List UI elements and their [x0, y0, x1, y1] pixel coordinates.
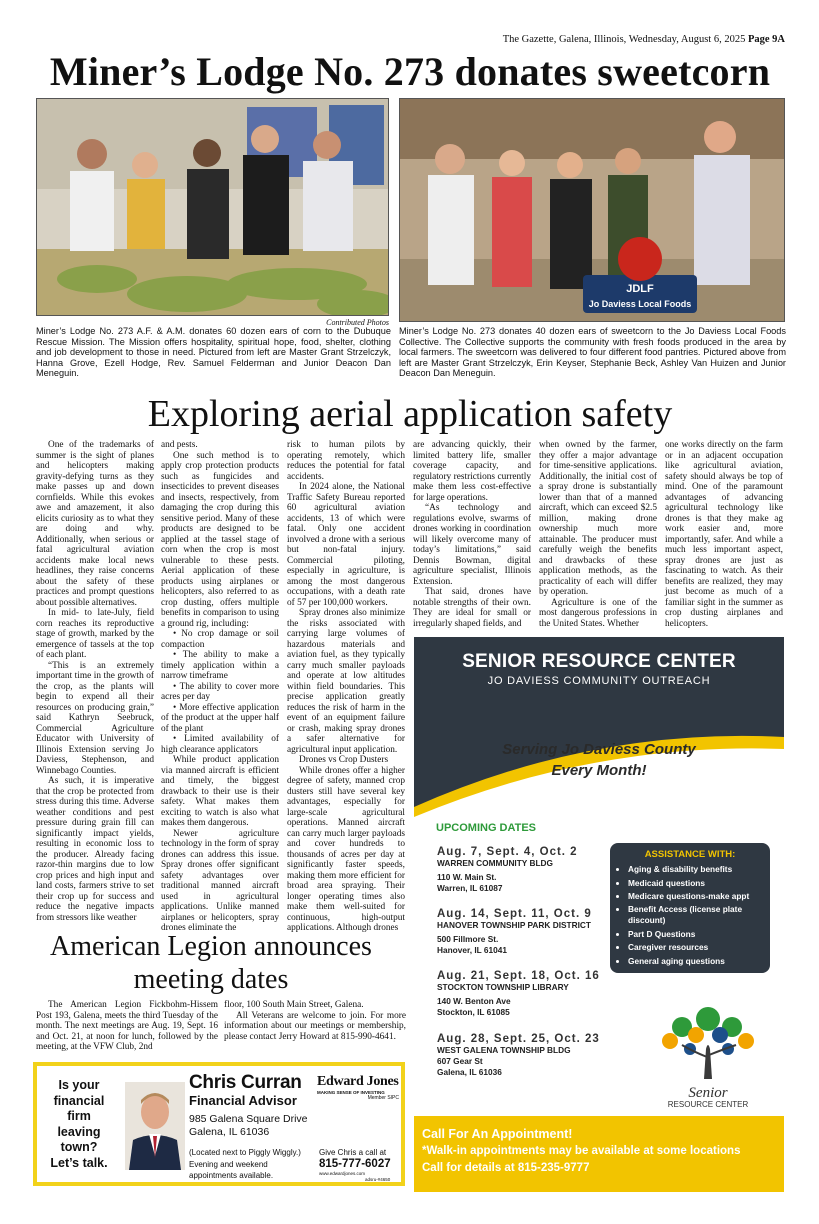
cta-line-1: Call For An Appointment! — [422, 1127, 573, 1141]
bullet: • The ability to cover more acres per day — [161, 681, 279, 702]
tagline-line: Let’s talk. — [50, 1155, 108, 1170]
date-range: Aug. 14, Sept. 11, Oct. 9 — [437, 908, 592, 920]
advisor-address-1: 985 Galena Square Drive — [189, 1113, 308, 1125]
bullet: • More effective application of the product at the upper half of the plant — [161, 702, 279, 734]
sr-upcoming-label: UPCOMING DATES — [436, 822, 537, 834]
aerial-column-4 — [413, 440, 531, 629]
legion-column-2 — [224, 1000, 406, 1042]
headline-legion: American Legion announces meeting dates — [50, 931, 372, 995]
assist-item: • Aging & disability benefits — [628, 863, 764, 877]
sr-date-block-3 — [437, 970, 600, 1018]
assist-item: • Medicaid questions — [628, 877, 764, 891]
paragraph: Newer agriculture technology in the form of spray drones can address this issue. Spray drones offer significant safety advantages over traditional manned aircraft used in agricultural applications. Unlike manned airplanes or helicopters, spray drones eliminate the — [161, 828, 279, 933]
call-label: Give Chris a call at — [319, 1148, 387, 1157]
date-address: 500 Fillmore St. — [437, 934, 499, 944]
aerial-column-6 — [665, 440, 783, 629]
advisor-portrait — [125, 1082, 185, 1170]
date-place: HANOVER TOWNSHIP PARK DISTRICT — [437, 920, 591, 930]
date-city: Galena, IL 61036 — [437, 1067, 502, 1077]
paragraph: when owned by the farmer, they offer a major advantage for time-sensitive applications. Additionally, the initial cost of a spray drone is substantially lower than that of a manned aircraft, which can exceed $2.5 million, making drone ownership much more attainable. The producer must carefully weigh the benefits and drawbacks of these application methods, as the practicality of each will differ by operation. — [539, 440, 657, 597]
aerial-column-5 — [539, 440, 657, 629]
brand-member: Member SIPC — [367, 1095, 399, 1101]
advisor-title: Financial Advisor — [189, 1093, 297, 1108]
sr-date-block-4 — [437, 1033, 600, 1078]
assist-list — [616, 863, 764, 968]
cta-line-3[interactable]: Call for details at 815-235-9777 — [422, 1162, 590, 1174]
page-folio — [440, 34, 785, 45]
advisor-address-2: Galena, IL 61036 — [189, 1126, 270, 1138]
tagline-line: town? — [60, 1140, 98, 1154]
note-line: appointments available. — [189, 1171, 274, 1180]
date-city: Warren, IL 61087 — [437, 883, 503, 893]
assist-item: • Caregiver resources — [628, 941, 764, 955]
headline-sweetcorn: Miner’s Lodge No. 273 donates sweetcorn — [49, 49, 771, 94]
photo-right-illustration — [400, 99, 785, 322]
paragraph: Spray drones also minimize the risks associated with carrying large volumes of hazardous materials and aviation fuel, as they typically carry much smaller payloads and operate at low altitudes within field boundaries. This precise application greatly reduces the risk of harm in the event of an equipment failure or crash, making spray drones a safer alternative for agricultural input application. — [287, 608, 405, 755]
assist-item: • General aging questions — [628, 955, 764, 969]
advisor-name: Chris Curran — [189, 1072, 302, 1093]
advisor-phone[interactable]: 815-777-6027 — [319, 1158, 391, 1170]
paragraph: While product application via manned aircraft is efficient and timely, the biggest drawback to their use is their safety. What makes them exciting to watch is also what makes them dangerous. — [161, 755, 279, 828]
photo-credit: Contributed Photos — [326, 318, 389, 327]
caption-left: Miner’s Lodge No. 273 A.F. & A.M. donates 60 dozen ears of corn to the Dubuque Rescue Mission. The Mission offers hospitality, spiritual hope, food, shelter, clothing and job development to those in need. Pictured from left are Master Grant Strzelczyk, Hanna Grove, Ezell Hodge, Rev. Samuel Felderman and Junior Deacon Dan Meneguin. — [36, 326, 391, 379]
legion-column-1 — [36, 1000, 218, 1053]
brand-logo — [317, 1074, 399, 1101]
date-range: Aug. 7, Sept. 4, Oct. 2 — [437, 846, 578, 858]
paragraph: One of the trademarks of summer is the sight of planes and helicopters making gravity-defying turns as they make passes up and down cornfields. While this evokes awe and amazement, it also elicits curiosity as to what they are doing and why. Additionally, when serious or fatal agricultural aviation accidents make local news headlines, they raise concerns about the safety of these practices and prompt questions about possible alternatives. — [36, 440, 154, 608]
logo-senior: Senior — [688, 1085, 728, 1101]
paragraph: All Veterans are welcome to join. For more information about our meetings or membership, please contact Jerry Howard at 815-990-4641. — [224, 1010, 406, 1042]
date-range: Aug. 28, Sept. 25, Oct. 23 — [437, 1033, 600, 1045]
advisor-notes — [189, 1147, 301, 1182]
ad-edward-jones[interactable] — [33, 1062, 405, 1186]
bullet: • Limited availability of high clearance applicators — [161, 734, 279, 755]
paragraph: “This is an extremely important time in the growth of the crop, as the plants will begin to expend all their resources on producing grain,” said Kathryn Seebruck, Commercial Agriculture Educator with University of Illinois Extension serving Jo Daviess, Stephenson, and Winnebago Counties. — [36, 660, 154, 776]
tagline-line: Is your — [58, 1078, 100, 1092]
date-place: WARREN COMMUNITY BLDG — [437, 858, 553, 868]
date-address: 140 W. Benton Ave — [437, 996, 511, 1006]
sr-date-block-1 — [437, 846, 578, 894]
paragraph: and pests. — [161, 440, 198, 450]
sr-assistance-box — [610, 843, 770, 973]
sr-serving-2: Every Month! — [551, 762, 647, 779]
brand-name: Edward Jones — [317, 1074, 399, 1089]
paragraph: In 2024 alone, the National Traffic Safety Bureau reported 60 agricultural aviation accidents, 13 of which were fatal. Only one accident involved a drone with a serious but non-fatal injury. Commercial piloting, especially in agriculture, is among the most dangerous occupations, with a death rate of 57 per 100,000 workers. — [287, 482, 405, 608]
jdlf-logo-abbr: JDLF — [626, 283, 654, 295]
ad-code: adsru-#4650 — [365, 1177, 391, 1182]
tagline-line: financial — [53, 1093, 105, 1108]
assist-item: • Part D Questions — [628, 928, 764, 942]
aerial-column-3 — [287, 440, 405, 933]
sr-cta-bar — [414, 1116, 784, 1192]
sr-subtitle: JO DAVIESS COMMUNITY OUTREACH — [487, 675, 711, 687]
bullet: • No crop damage or soil compaction — [161, 629, 279, 650]
folio-text: The Gazette, Galena, Illinois, Wednesday, August 6, 2025 — [502, 34, 746, 45]
photo-dubuque-donation — [36, 98, 389, 316]
paragraph: While drones offer a higher degree of safety, manned crop dusters still have several key advantages, especially for large-scale agricultural operations. Manned aircraft can carry much larger payloads and cover hundreds to thousands of acres per day at significantly faster speeds, making them more efficient for broad area spraying. Their longer operating times also make them well-suited for continuous, high-output applications. Although drones — [287, 765, 405, 933]
paragraph: In mid- to late-July, field corn reaches its reproductive stage of growth, marked by the emergence of tassels at the top of each plant. — [36, 608, 154, 660]
date-place: STOCKTON TOWNSHIP LIBRARY — [437, 982, 569, 992]
headline-aerial: Exploring aerial application safety — [147, 393, 673, 435]
paragraph: floor, 100 South Main Street, Galena. — [224, 1000, 364, 1010]
date-range: Aug. 21, Sept. 18, Oct. 16 — [437, 970, 600, 982]
caption-right: Miner’s Lodge No. 273 donates 40 dozen ears of sweetcorn to the Jo Daviess Local Foods Collective. The Collective supports the community with fresh foods produced in the area by local farmers. The sweetcorn was delivered to four different food pantries. Pictured above from left are Master Grant Strzelczyk, Erin Keyser, Stephanie Beck, Ashley Van Huizen and Junior Deacon Dan Meneguin. — [399, 326, 786, 379]
note-line: (Located next to Piggly Wiggly.) — [189, 1148, 301, 1157]
paragraph: The American Legion Fickbohm-Hissem Post 193, Galena, meets the third Tuesday of the month. The next meetings are Aug. 19, Sept. 16 and Oct. 21, at noon for lunch, followed by the meeting, at the VFW Club, 2nd — [36, 1000, 218, 1052]
paragraph: One such method is to apply crop protection products such as fungicides and insecticides to prevent diseases and insects, respectively, from damaging the crop during this sensitive period. Many of these products are designed to be applied at the tassel stage of corn when the crop is most vulnerable to these pests. Aerial application of these products using airplanes or helicopters, also referred to as crop dusting, offers multiple benefits in comparison to using a ground rig, including: — [161, 450, 279, 629]
tree-icon — [652, 1005, 764, 1081]
photo-jdlf-donation — [399, 98, 785, 322]
aerial-column-2 — [161, 440, 279, 933]
date-address: 607 Gear St — [437, 1056, 483, 1066]
brand-tag: MAKING SENSE OF INVESTING — [317, 1090, 385, 1095]
folio-page: Page 9A — [747, 34, 785, 45]
jdlf-logo-name: Jo Daviess Local Foods — [588, 299, 692, 309]
sr-title: SENIOR RESOURCE CENTER — [462, 651, 736, 672]
subhead: Drones vs Crop Dusters — [299, 755, 389, 765]
date-city: Stockton, IL 61085 — [437, 1007, 510, 1017]
sr-date-block-2 — [437, 908, 592, 956]
advisor-website[interactable]: www.edwardjones.com — [319, 1171, 366, 1176]
assist-item: • Medicare questions-make appt — [628, 890, 764, 904]
paragraph: As such, it is imperative that the crop be protected from stress during this time. Adverse weather conditions and pest pressure during grain fill can significantly impact yields, resulting in economic loss to the producer. Already facing razor-thin margins due to low crop prices and high input and land costs, farmers strive to set their crop up for success and reduce the negative impacts from stressors like weather — [36, 776, 154, 923]
paragraph: Agriculture is one of the most dangerous professions in the United States. Whether — [539, 597, 657, 629]
ad-senior-resource-center[interactable] — [414, 637, 784, 1192]
date-place: WEST GALENA TOWNSHIP BLDG — [437, 1045, 571, 1055]
paragraph: “As technology and regulations evolve, swarms of drones working in coordination will likely overcome many of today’s limitations,” said Dennis Bowman, digital agriculture specialist, Illinois Extension. — [413, 503, 531, 587]
sr-serving-1: Serving Jo Daviess County — [502, 741, 696, 758]
ad-tagline — [39, 1078, 119, 1171]
cta-line-2: *Walk-in appointments may be available at some locations — [422, 1145, 741, 1157]
bullet: • The ability to make a timely application within a narrow timeframe — [161, 650, 279, 681]
assist-title: ASSISTANCE WITH: — [644, 849, 736, 860]
date-address: 110 W. Main St. — [437, 872, 497, 882]
portrait-illustration — [125, 1082, 185, 1170]
paragraph: That said, drones have notable strengths of their own. They are ideal for small or irregularly shaped fields, and — [413, 587, 531, 629]
tagline-line: leaving — [57, 1124, 101, 1139]
tagline-line: firm — [67, 1109, 91, 1123]
photo-left-illustration — [37, 99, 389, 316]
logo-resource-center: RESOURCE CENTER — [667, 1100, 749, 1109]
paragraph: are advancing quickly, their limited battery life, smaller coverage capacity, and regulatory restrictions currently make them less cost-effective for large operations. — [413, 440, 531, 503]
aerial-column-1 — [36, 440, 154, 923]
date-city: Hanover, IL 61041 — [437, 945, 507, 955]
paragraph: risk to human pilots by operating remotely, which reduces the potential for fatal accidents. — [287, 440, 405, 482]
note-line: Evening and weekend — [189, 1159, 268, 1169]
assist-item: • Benefit Access (license plate discount) — [628, 904, 764, 926]
paragraph: one works directly on the farm or in an adjacent occupation like agricultural aviation, safety should always be top of mind. One of the paramount advantages of advancing agricultural technology like drones is that they make ag work easier and, more importantly, safer. And while a much less important aspect, spray drones are just as fascinating to watch. As their benefits are realized, they may just become as much of a familiar sight in the summer as crop dusting airplanes and helicopters. — [665, 440, 783, 629]
sr-tree-logo — [652, 1005, 764, 1109]
